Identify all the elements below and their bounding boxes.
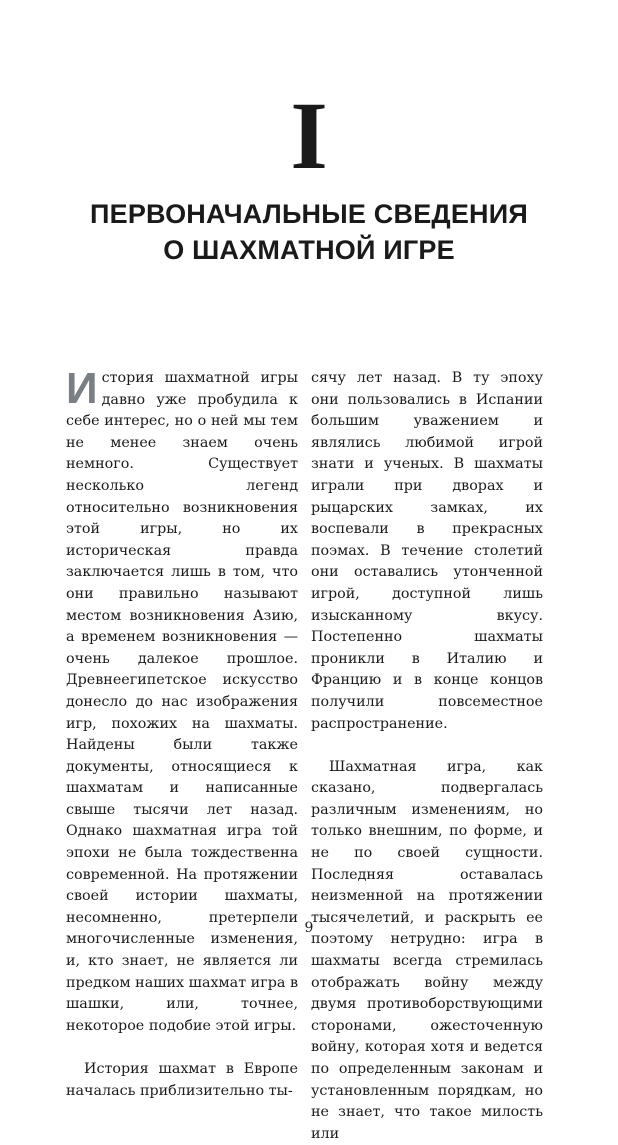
left-column [66,364,298,1102]
chapter-numeral: I [290,82,328,189]
paragraph: сячу лет назад. В ту эпоху они пользовались в Испании большим уважением и являлись любимой игрой знати и ученых. В шахматы играли при дворах и рыцарских замках, их воспевали в прекрасных поэмах. В течение столетий они оставались утонченной игрой, доступной лишь изысканному вкусу. Постепенно шахматы проникли в Италию и Францию и в конце концов получили повсеместное распространение. [311,370,543,732]
chapter-title [40,196,578,268]
right-column [311,368,543,1145]
paragraph-text: стория шахматной игры давно уже пробудила к себе интерес, но о ней мы тем не менее знаем очень немного. Существует несколько легенд относительно возникновения этой игры, но их историческая правда заключается лишь в том, что они правильно называют местом возникновения Азию, а временем возникновения — очень далекое прошлое. Древнеегипетское искусство донесло до нас изображения игр, похожих на шахматы. Найдены были также документы, относящиеся к шахматам и написанные свыше тысячи лет назад. Однако шахматная игра той эпохи не была тождественна современной. На протяжении своей истории шахматы, несомненно, претерпели многочисленные изменения, и, кто знает, не является ли предком наших шахмат игра в шашки, или, точнее, некоторое подобие этой игры. [66,370,298,1034]
paragraph [66,364,298,1037]
chapter-title-line-1: ПЕРВОНАЧАЛЬНЫЕ СВЕДЕНИЯ [90,199,528,229]
chapter-title-line-2: О ШАХМАТНОЙ ИГРЕ [163,235,455,265]
drop-cap: И [66,364,98,413]
paragraph: Шахматная игра, как сказано, подвергалась различным изменениям, но только внешним, по форме, и не по своей сущности. Последняя оставалась неизменной на протяжении тысячелетий, и раскрыть ее поэтому нетрудно: игра в шахматы всегда стремилась отображать войну между двумя противоборствующими сторонами, ожесточенную войну, которая хотя и ведется по определенным законам и установленным порядкам, но не знает, что такое милость или [311,758,543,1142]
page-number: 9 [304,920,314,936]
paragraph: История шахмат в Европе началась приблизительно ты- [66,1061,298,1099]
